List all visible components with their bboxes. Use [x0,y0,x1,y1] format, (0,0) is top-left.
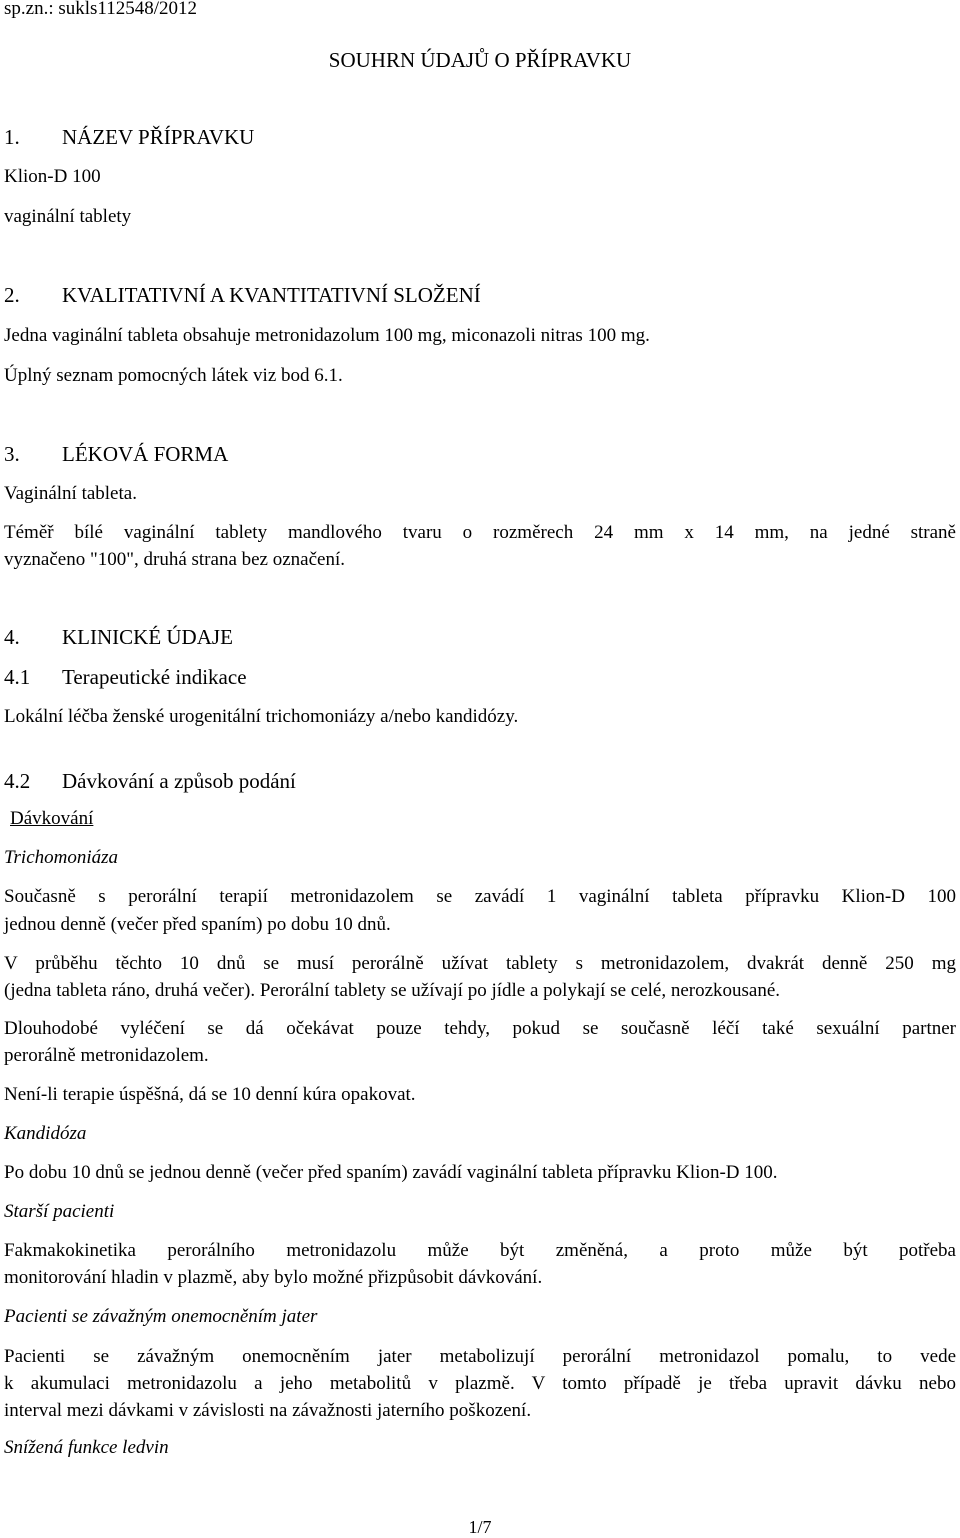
product-form: vaginální tablety [4,206,132,227]
subsection-title: Terapeutické indikace [62,665,247,689]
form-description-line-1: Téměř bílé vaginální tablety mandlového tvaru o rozměrech 24 mm x 14 mm, na jedné straně [4,522,956,543]
candidiasis-text: Po dobu 10 dnů se jednou denně (večer před spaním) zavádí vaginální tableta přípravku Klion-D 100. [4,1162,778,1183]
subsection-4-1-heading [4,665,247,690]
dosage-label: Dávkování [10,808,94,829]
liver-line-1: Pacienti se závažným onemocněním jater metabolizují perorální metronidazol pomalu, to vede [4,1346,956,1367]
section-title: LÉKOVÁ FORMA [62,442,229,466]
form-description-line-2: vyznačeno "100", druhá strana bez označení. [4,549,345,570]
candidiasis-label: Kandidóza [4,1123,87,1144]
liver-line-3: interval mezi dávkami v závislosti na závažnosti jaterního poškození. [4,1400,532,1421]
trichomoniasis-p3-line-2: perorálně metronidazolem. [4,1045,209,1066]
trichomoniasis-label: Trichomoniáza [4,847,119,868]
section-number: 1. [4,125,20,149]
section-title: KVALITATIVNÍ A KVANTITATIVNÍ SLOŽENÍ [62,283,481,307]
product-name: Klion-D 100 [4,166,101,187]
document-title: SOUHRN ÚDAJŮ O PŘÍPRAVKU [328,48,632,72]
composition-text: Jedna vaginální tableta obsahuje metronidazolum 100 mg, miconazoli nitras 100 mg. [4,325,650,346]
section-title: KLINICKÉ ÚDAJE [62,625,233,649]
section-number: 3. [4,442,20,466]
excipients-reference: Úplný seznam pomocných látek viz bod 6.1. [4,365,343,386]
liver-line-2: k akumulaci metronidazolu a jeho metabolitů v plazmě. V tomto případě je třeba upravit dávku nebo [4,1373,956,1394]
reference-number: sp.zn.: sukls112548/2012 [4,0,197,19]
section-title: NÁZEV PŘÍPRAVKU [62,125,255,149]
section-number: 4. [4,625,20,649]
trichomoniasis-p1-line-2: jednou denně (večer před spaním) po dobu 10 dnů. [4,914,391,935]
trichomoniasis-p3-line-1: Dlouhodobé vyléčení se dá očekávat pouze tehdy, pokud se současně léčí také sexuální partner [4,1018,956,1039]
subsection-number: 4.2 [4,769,31,793]
section-4-heading [4,625,233,650]
trichomoniasis-p2-line-1: V průběhu těchto 10 dnů se musí perorálně užívat tablety s metronidazolem, dvakrát denně 250 mg [4,953,956,974]
dosage-subheading [4,808,93,831]
indication-text: Lokální léčba ženské urogenitální trichomoniázy a/nebo kandidózy. [4,706,519,727]
page-number: 1/7 [468,1517,492,1537]
renal-label: Snížená funkce ledvin [4,1437,169,1458]
trichomoniasis-p4: Není-li terapie úspěšná, dá se 10 denní kúra opakovat. [4,1084,416,1105]
trichomoniasis-p1-line-1: Současně s perorální terapií metronidazolem se zavádí 1 vaginální tableta přípravku Klion-D 100 [4,886,956,907]
elderly-label: Starší pacienti [4,1201,115,1222]
subsection-title: Dávkování a způsob podání [62,769,296,793]
trichomoniasis-p2-line-2: (jedna tableta ráno, druhá večer). Perorální tablety se užívají po jídle a polykají se celé, nerozkousané. [4,980,781,1001]
liver-label: Pacienti se závažným onemocněním jater [4,1306,318,1327]
dosage-form: Vaginální tableta. [4,483,137,504]
section-3-heading [4,442,228,467]
subsection-4-2-heading [4,769,296,794]
section-2-heading [4,283,481,308]
subsection-number: 4.1 [4,665,31,689]
section-number: 2. [4,283,20,307]
elderly-line-1: Fakmakokinetika perorálního metronidazolu může být změněná, a proto může být potřeba [4,1240,956,1261]
section-1-heading [4,125,254,150]
elderly-line-2: monitorování hladin v plazmě, aby bylo možné přizpůsobit dávkování. [4,1267,543,1288]
